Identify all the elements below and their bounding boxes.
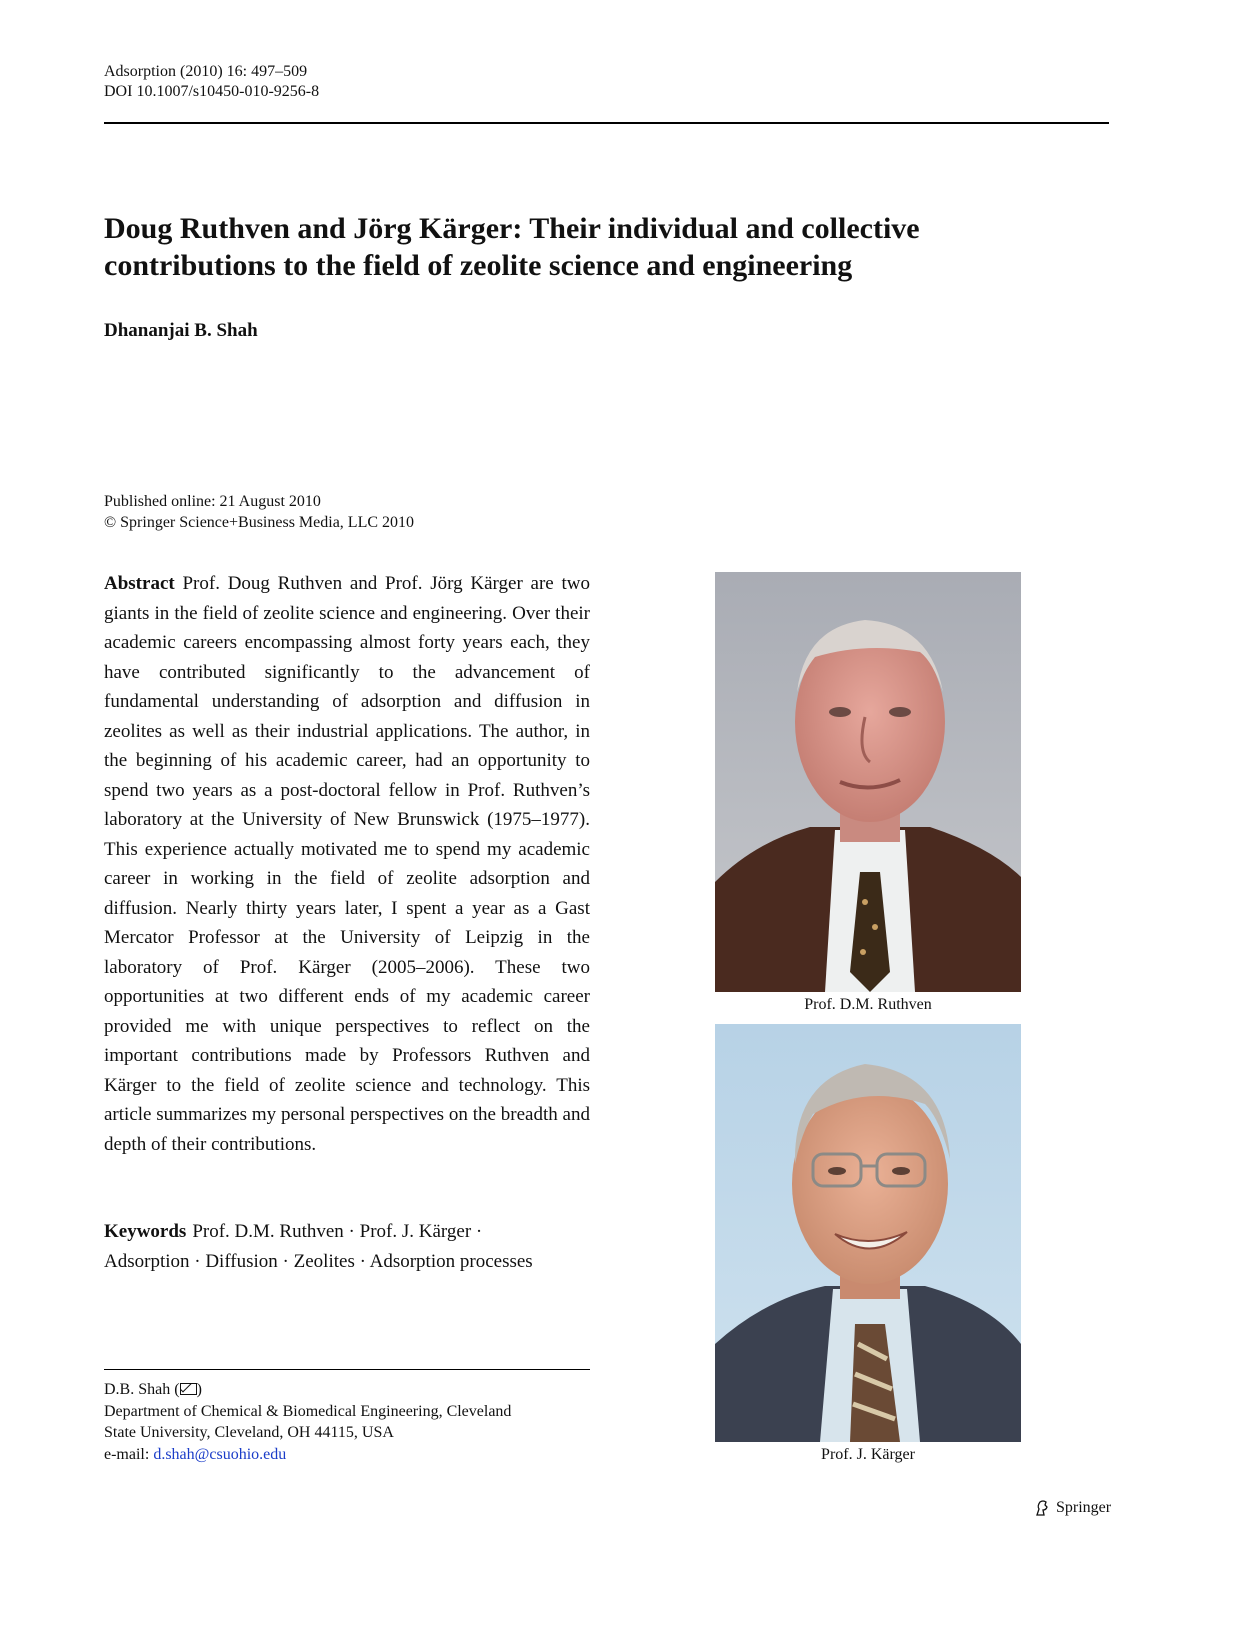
copyright: © Springer Science+Business Media, LLC 2010 [104,514,415,531]
abstract-text: Prof. Doug Ruthven and Prof. Jörg Kärger are two giants in the field of zeolite science and engineering. Over their academic careers encompassing almost forty years each, they have contributed significantly to the advancement of fundamental understanding of adsorption and diffusion in zeolites as well as their industrial applications. The author, in the beginning of his academic career, had an opportunity to spend two years as a post-doctoral fellow in Prof. Ruthven’s laboratory at the University of New Brunswick (1975–1977). This experience actually motivated me to spend my academic career in working in the field of zeolite adsorption and diffusion. Nearly thirty years later, I spent a year as a Gast Mercator Professor at the University of Leipzig in the laboratory of Prof. Kärger (2005–2006). These two opportunities at two different ends of my academic career provided me with unique perspectives to reflect on the important contributions made by Professors Ruthven and Kärger to the field of zeolite science and technology. This article summarizes my personal perspectives on the breadth and depth of their contributions. [104,573,591,1155]
email-link[interactable]: d.shah@csuohio.edu [153,1445,287,1463]
keywords [104,1217,590,1277]
title-line-1: Doug Ruthven and Jörg Kärger: Their individual and collective [104,212,920,245]
abstract-label: Abstract [104,573,175,594]
keywords-label: Keywords [104,1221,187,1242]
affiliation-line-2: State University, Cleveland, OH 44115, USA [104,1424,394,1441]
photo-ruthven-caption: Prof. D.M. Ruthven [804,996,932,1013]
photo-ruthven [715,572,1021,992]
journal-header [104,62,319,102]
affiliation-line-1: Department of Chemical & Biomedical Engineering, Cleveland [104,1402,512,1420]
title-line-2: contributions to the field of zeolite science and engineering [104,249,853,282]
email-label: e-mail: [104,1445,154,1463]
article-title [104,210,1104,284]
published-online: Published online: 21 August 2010 [104,493,321,510]
springer-horse-icon [1034,1499,1050,1517]
publication-info [104,491,414,533]
header-rule [104,122,1109,124]
envelope-icon [180,1383,197,1395]
photo-karger-caption: Prof. J. Kärger [821,1446,915,1463]
photo-karger [715,1024,1021,1442]
author-footnote: D.B. Shah ( ) Department of Chemical & Biomedical Engineering, Cleveland State University, Cleveland, OH 44115, USA e-mail: d.shah@csuohio.edu [104,1379,590,1465]
publisher-name: Springer [1056,1499,1112,1516]
keywords-line-1: Prof. D.M. Ruthven · Prof. J. Kärger · [192,1221,483,1242]
keywords-line-2: Adsorption · Diffusion · Zeolites · Adsorption processes [104,1251,533,1272]
footnote-rule [104,1369,590,1370]
publisher-logo [1034,1499,1111,1517]
footnote-name: D.B. Shah ( [104,1381,180,1398]
journal-citation: Adsorption (2010) 16: 497–509 [104,63,308,80]
abstract [104,569,590,1159]
author-name: Dhananjai B. Shah [104,320,258,341]
doi: DOI 10.1007/s10450-010-9256-8 [104,83,320,100]
